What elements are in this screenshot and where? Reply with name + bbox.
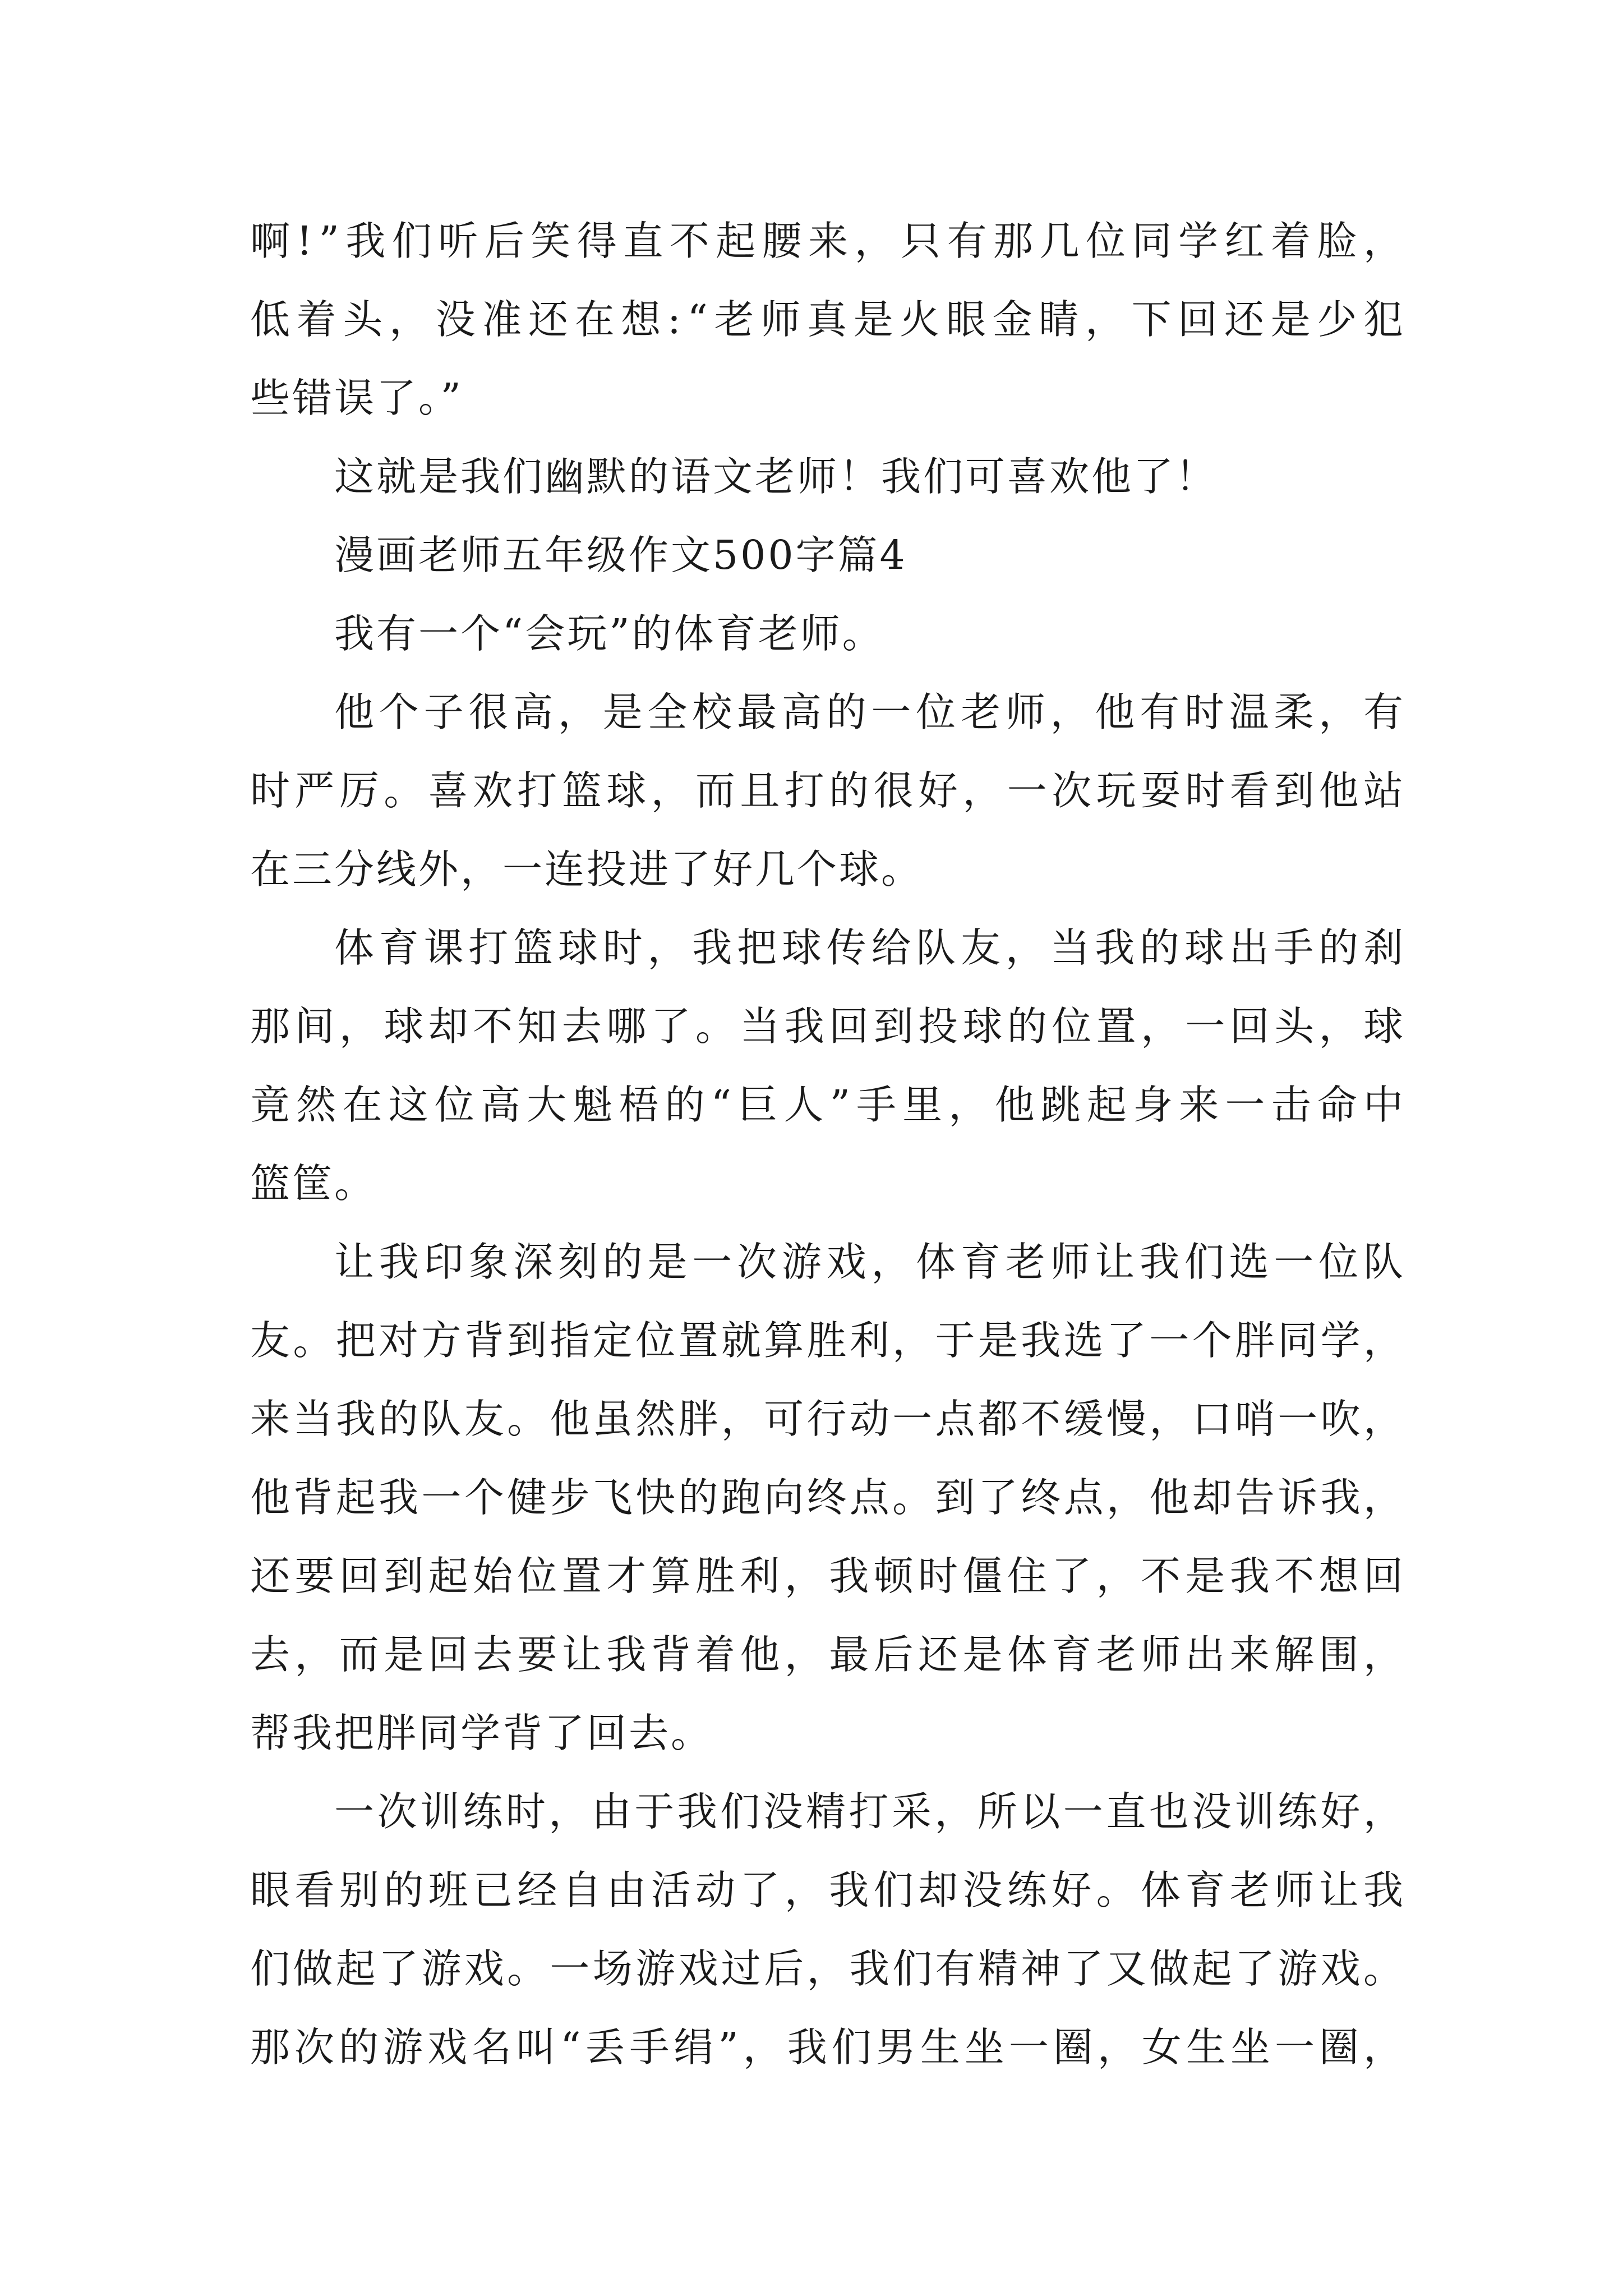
text-line: 那次的游戏名叫“丢手绢”，我们男生坐一圈，女生坐一圈， [250, 2024, 1408, 2070]
paragraph-8 [250, 1773, 1408, 2087]
text-line: 竟然在这位高大魁梧的“巨人”手里，他跳起身来一击命中 [250, 1082, 1410, 1128]
text-line: 体育课打篮球时，我把球传给队友，当我的球出手的刹 [334, 924, 1408, 971]
paragraph-4 [250, 595, 1405, 673]
text-line: 时严厉。喜欢打篮球，而且打的很好，一次玩耍时看到他站 [250, 767, 1408, 814]
paragraph-6 [250, 909, 1410, 1223]
text-line: 让我印象深刻的是一次游戏，体育老师让我们选一位队 [334, 1239, 1408, 1285]
text-line: 去，而是回去要让我背着他，最后还是体育老师出来解围， [250, 1631, 1408, 1678]
document-body [250, 202, 1410, 2087]
text-line: 们做起了游戏。一场游戏过后，我们有精神了又做起了游戏。 [250, 1945, 1407, 1992]
text-line: 他个子很高，是全校最高的一位老师，他有时温柔，有 [334, 689, 1408, 735]
text-line: 在三分线外，一连投进了好几个球。 [250, 846, 924, 892]
paragraph-7 [250, 1223, 1408, 1773]
text-line: 低着头，没准还在想:“老师真是火眼金睛，下回还是少犯 [250, 296, 1410, 343]
heading-line: 漫画老师五年级作文500字篇4 [334, 532, 907, 578]
text-line: 这就是我们幽默的语文老师！我们可喜欢他了！ [334, 453, 1218, 500]
text-line: 一次训练时，由于我们没精打采，所以一直也没训练好， [334, 1788, 1407, 1835]
text-line: 来当我的队友。他虽然胖，可行动一点都不缓慢，口哨一吹， [250, 1396, 1407, 1442]
text-line: 还要回到起始位置才算胜利，我顿时僵住了，不是我不想回 [250, 1553, 1408, 1599]
text-line: 篮筐。 [250, 1160, 377, 1207]
paragraph-2 [250, 438, 1405, 516]
text-line: 那间，球却不知去哪了。当我回到投球的位置，一回头，球 [250, 1003, 1408, 1050]
text-line: 眼看别的班已经自由活动了，我们却没练好。体育老师让我 [250, 1867, 1408, 1913]
paragraph-1 [250, 202, 1410, 438]
text-line: 些错误了。” [250, 375, 463, 421]
text-line: 帮我把胖同学背了回去。 [250, 1710, 713, 1756]
paragraph-5 [250, 673, 1408, 909]
section-heading [250, 516, 1405, 595]
text-line: 他背起我一个健步飞快的跑向终点。到了终点，他却告诉我， [250, 1474, 1407, 1521]
text-line: 啊!”我们听后笑得直不起腰来，只有那几位同学红着脸， [250, 218, 1410, 264]
text-line: 友。把对方背到指定位置就算胜利，于是我选了一个胖同学， [250, 1317, 1407, 1364]
text-line: 我有一个“会玩”的体育老师。 [334, 610, 884, 657]
